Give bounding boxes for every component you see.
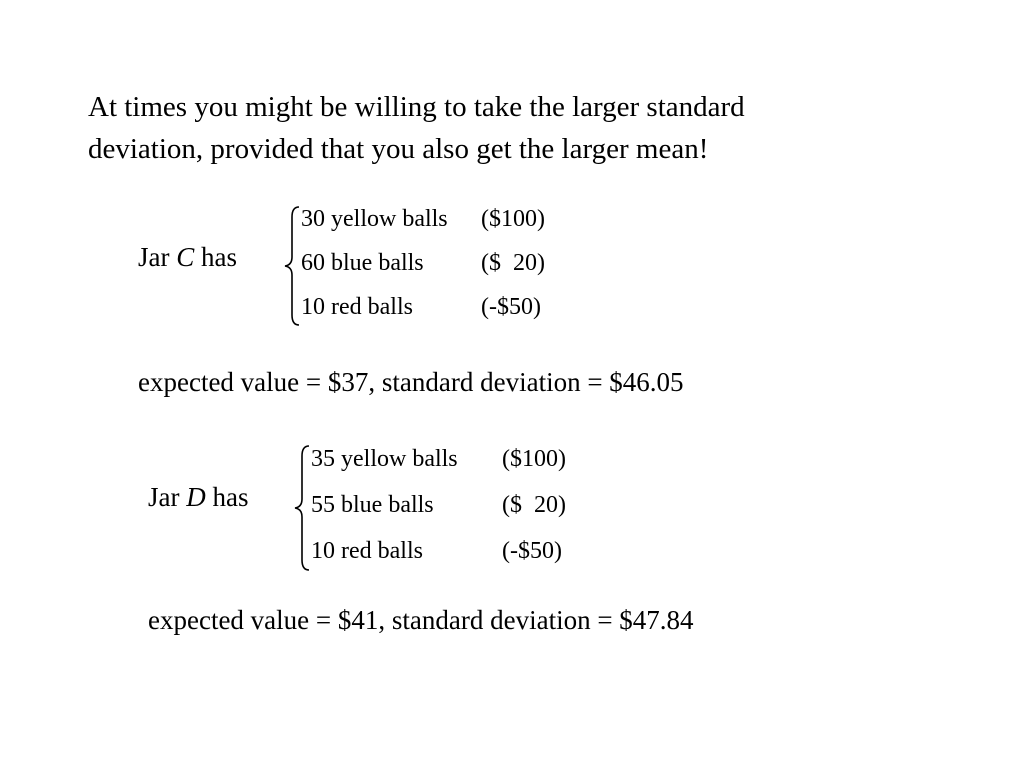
- jar-c-label-suffix: has: [201, 242, 237, 272]
- jar-d-row-desc: 55 blue balls: [311, 492, 434, 518]
- jar-c-label-prefix: Jar: [138, 242, 170, 272]
- intro-line-2: deviation, provided that you also get the larger mean!: [88, 133, 709, 165]
- jar-c-letter: C: [176, 242, 195, 272]
- jar-c-row-value: (-$50): [481, 294, 541, 320]
- intro-line-1: At times you might be willing to take the larger standard: [88, 91, 745, 123]
- jar-d-label: [148, 482, 248, 513]
- jar-d-row-value: ($ 20): [502, 492, 566, 518]
- jar-c-row-desc: 10 red balls: [301, 294, 413, 320]
- jar-c-row-value: ($ 20): [481, 250, 545, 276]
- intro-paragraph: [88, 86, 948, 170]
- jar-d-label-suffix: has: [212, 482, 249, 512]
- jar-d-row-value: ($100): [502, 446, 566, 472]
- jar-c-row-value: ($100): [481, 206, 545, 232]
- jar-c-label: [138, 242, 237, 273]
- jar-d-label-prefix: Jar: [148, 482, 180, 512]
- jar-d-brace: [293, 444, 313, 572]
- jar-d-summary: expected value = $41, standard deviation = $47.84: [148, 605, 694, 635]
- jar-c-row-desc: 60 blue balls: [301, 250, 424, 276]
- jar-c-row-desc: 30 yellow balls: [301, 206, 448, 232]
- jar-c-summary: expected value = $37, standard deviation = $46.05: [138, 367, 684, 397]
- jar-d-letter: D: [186, 482, 206, 512]
- jar-d-row-desc: 35 yellow balls: [311, 446, 458, 472]
- jar-d-row-value: (-$50): [502, 538, 562, 564]
- jar-c-brace: [283, 205, 303, 327]
- jar-d-row-desc: 10 red balls: [311, 538, 423, 564]
